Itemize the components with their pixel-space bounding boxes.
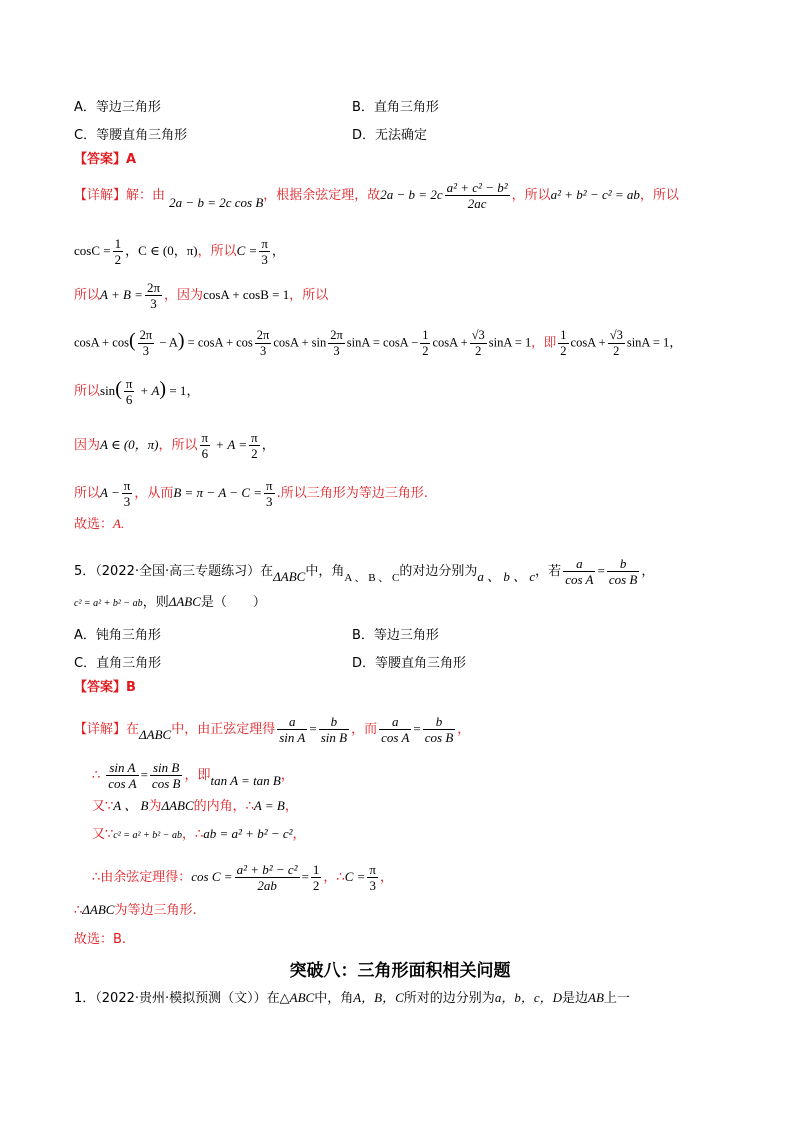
q4-text: ，因为	[164, 288, 204, 303]
q5-detail-line-4: 又∵c² = a² + b² − ab，∴ab = a² + b² − c²，	[92, 826, 306, 842]
q4-C-frac: $\frac{\pi}{3}$	[261, 236, 268, 267]
q4-cos-sum: cosA + cosB = 1	[203, 287, 290, 302]
q4-eq2-frac: $\frac{\text{a² + c² − b²}}{2ac}$	[446, 180, 508, 211]
q4-option-a: A．等边三角形	[74, 100, 161, 115]
q5-detail-line-2: ∴ $\frac{\text{sin A}}{\text{cos A}}$ = $\frac{\text{sin B}}{\text{cos B}}$ ，即tan A = tan B，	[92, 760, 294, 791]
q5-option-b: B．等边三角形	[352, 628, 439, 643]
q4-c-range: ，C ∈ (0，π)	[125, 243, 198, 258]
q4-text: ，所以	[639, 188, 679, 203]
q5-answer: 【答案】B	[74, 680, 136, 695]
q5-detail-line-5: ∴由余弦定理得：cos C = $\frac{\text{a² + b² − c²}}{2ab}$ = $\frac{1}{2}$ ，∴C = $\frac{\pi}{3}$ ，	[92, 862, 393, 893]
q5-option-c: C．直角三角形	[74, 656, 162, 671]
q4-detail-line-1	[74, 180, 740, 211]
q4-eq2-lhs: 2a − b = 2c	[380, 187, 443, 202]
q4-detail-line-6: 因为A ∈ (0，π)，所以 $\frac{\pi}{6}$ + A = $\frac{\pi}{2}$ ，	[74, 430, 275, 461]
q5-option-d: D．等腰直角三角形	[352, 656, 467, 671]
q4-answer: 【答案】A	[74, 152, 137, 167]
q5-choice: 故选：B.	[74, 932, 127, 947]
q4-choice: 故选：A.	[74, 516, 125, 532]
q4-text: 所以	[74, 288, 101, 303]
q4-AB-frac: $\frac{2\pi}{3}$	[146, 280, 161, 311]
q4-eq3: a² + b² − c² = ab	[550, 187, 640, 202]
q5-stem-line-2: c² = a² + b² − ab，则ΔABC是（ ）	[74, 594, 266, 610]
q4-option-b: B．直角三角形	[352, 100, 439, 115]
q4-detail-line-4: cosA + cos( $\frac{2\pi}{3}$ − A) = cosA + cos $\frac{2\pi}{3}$ cosA + sin $\frac{2\pi}{3}$ sinA = cosA − $\frac{1}{2}$ cosA + $\frac{√3}{2}$ sinA = 1，即 $\frac{1}{2}$ cosA + $\frac{√3}{2}$ sinA = 1，	[74, 328, 682, 358]
q4-eq1: 2a − b = 2c cos B	[169, 195, 264, 210]
q4-text: ，所以	[511, 188, 551, 203]
q4-cosC-frac: $\frac{1}{2}$	[114, 236, 122, 267]
q5-detail-line-6: ∴ΔABC为等边三角形.	[74, 902, 197, 918]
q4-detail-label: 【详解】	[74, 188, 127, 203]
q4-detail-line-3	[74, 280, 740, 311]
q4-text: ，所以	[289, 288, 329, 303]
q4-AB: A + B =	[100, 287, 143, 302]
q4-detail-line-2	[74, 236, 740, 267]
q5-detail-line-1: 【详解】在ΔABC中，由正弦定理得 $\frac{a}{\text{sin A}}$ = $\frac{b}{\text{sin B}}$ ，而 $\frac{a}{\text{cos A}}$ = $\frac{b}{\text{cos B}}$ ，	[74, 714, 471, 745]
q4-text: ，根据余弦定理，故	[263, 188, 381, 203]
q5-option-a: A．钝角三角形	[74, 628, 161, 643]
q4-text: 解：由	[126, 188, 166, 203]
q4-option-d: D．无法确定	[352, 128, 428, 143]
section-title: 突破八：三角形面积相关问题	[289, 961, 511, 981]
q4-C: C =	[236, 243, 258, 258]
q1-stem: 1．（2022·贵州·模拟预测（文））在△ABC中，角A，B，C所对的边分别为a，b，c，D是边AB上一	[74, 990, 630, 1006]
q5-stem-line-1: 5．（2022·全国·高三专题练习）在ΔABC中，角$_{A 、 B 、 C}$的对边分别为a 、 b 、 c，若 $\frac{a}{\text{cos A}}$ = $\frac{b}{\text{cos B}}$ ，	[74, 556, 655, 587]
q5-detail-line-3: 又∵A 、 B为ΔABC的内角，∴A = B，	[92, 798, 298, 814]
q4-detail-line-5: 所以sin( $\frac{\pi}{6}$ + A) = 1，	[74, 376, 200, 407]
q4-text: ，	[271, 244, 285, 259]
q4-cosC: cosC =	[74, 243, 111, 258]
q4-option-c: C．等腰直角三角形	[74, 128, 188, 143]
q4-text: ，所以	[197, 244, 237, 259]
q4-detail-line-7: 所以A − $\frac{\pi}{3}$ ，从而B = π − A − C = $\frac{\pi}{3}$ .所以三角形为等边三角形.	[74, 478, 428, 509]
